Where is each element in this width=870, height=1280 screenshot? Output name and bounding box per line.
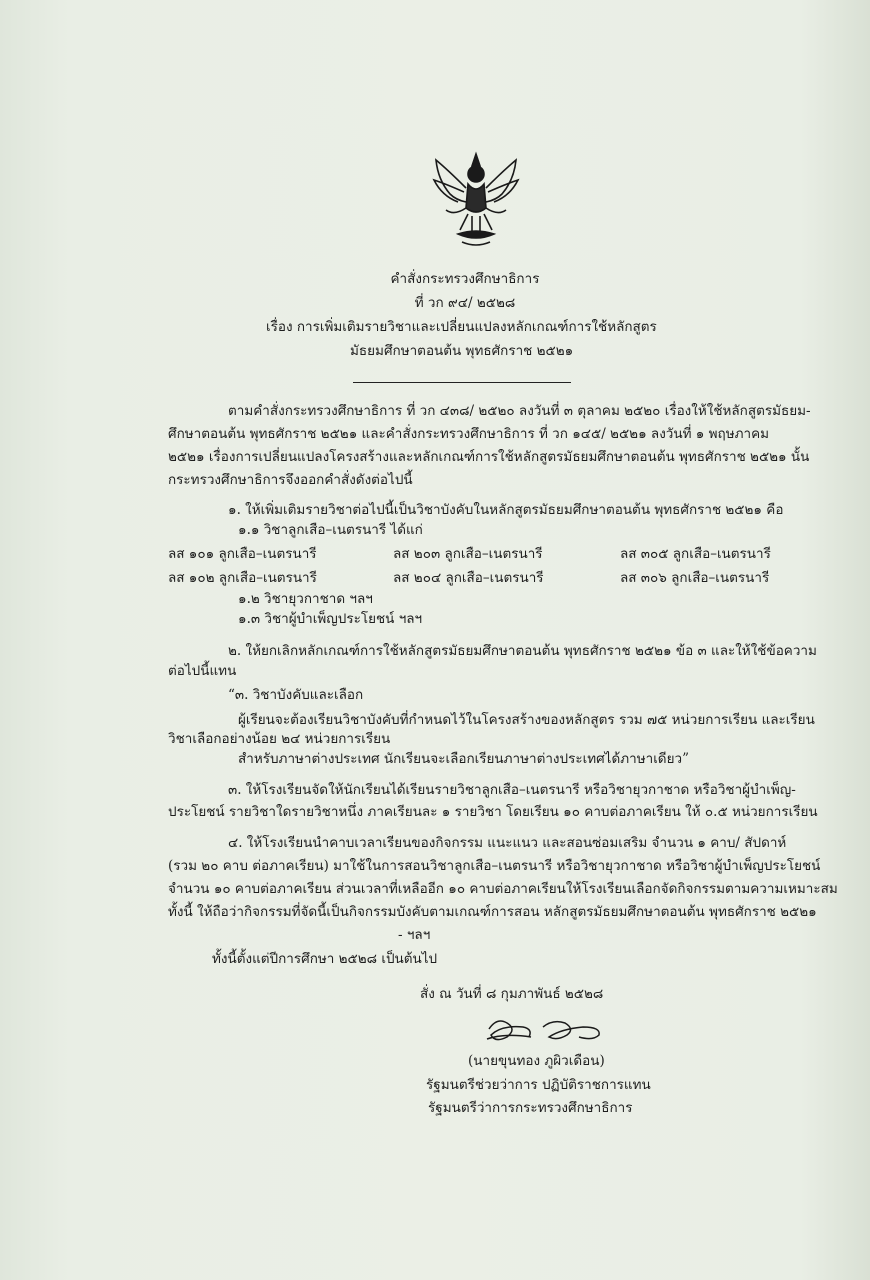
order-date: สั่ง ณ วันที่ ๘ กุมภาพันธ์ ๒๕๒๘ — [420, 986, 604, 1002]
subject-line-1: เรื่อง การเพิ่มเติมรายวิชาและเปลี่ยนแปลงหลักเกณฑ์การใช้หลักสูตร — [266, 319, 657, 335]
etc-mark: - ฯลฯ — [398, 927, 431, 943]
course-203: ลส ๒๐๓ ลูกเสือ–เนตรนารี — [393, 546, 543, 562]
quote-heading: “๓. วิชาบังคับและเลือก — [228, 687, 364, 703]
intro-line-4: กระทรวงศึกษาธิการจึงออกคำสั่งดังต่อไปนี้ — [168, 472, 413, 488]
item-4-line-2: (รวม ๒๐ คาบ ต่อภาคเรียน) มาใช้ในการสอนวิชาลูกเสือ–เนตรนารี หรือวิชายุวกาชาด หรือวิชาผู้บำเพ็ญประโยชน์ — [168, 858, 821, 874]
signer-position-1: รัฐมนตรีช่วยว่าการ ปฏิบัติราชการแทน — [426, 1077, 651, 1093]
signer-name: (นายขุนทอง ภูผิวเดือน) — [468, 1053, 605, 1069]
item-3-line-1: ๓. ให้โรงเรียนจัดให้นักเรียนได้เรียนรายวิชาลูกเสือ–เนตรนารี หรือวิชายุวกาชาด หรือวิชาผู้บำเพ็ญ- — [228, 782, 796, 798]
quote-line-2: วิชาเลือกอย่างน้อย ๒๔ หน่วยการเรียน — [168, 731, 391, 747]
intro-line-1: ตามคำสั่งกระทรวงศึกษาธิการ ที่ วก ๔๓๘/ ๒๕๒๐ ลงวันที่ ๓ ตุลาคม ๒๕๒๐ เรื่องให้ใช้หลักสูตรมัธยม- — [228, 403, 811, 419]
item-1-3: ๑.๓ วิชาผู้บำเพ็ญประโยชน์ ฯลฯ — [238, 611, 423, 627]
order-number: ที่ วก ๙๔/ ๒๕๒๘ — [414, 295, 516, 311]
item-4-line-1: ๔. ให้โรงเรียนนำคาบเวลาเรียนของกิจกรรม แนะแนว และสอนซ่อมเสริม จำนวน ๑ คาบ/ สัปดาห์ — [228, 835, 787, 851]
item-1-1: ๑.๑ วิชาลูกเสือ–เนตรนารี ได้แก่ — [238, 522, 423, 538]
course-101: ลส ๑๐๑ ลูกเสือ–เนตรนารี — [168, 546, 317, 562]
handwritten-signature — [483, 1015, 608, 1043]
item-4-line-3: จำนวน ๑๐ คาบต่อภาคเรียน ส่วนเวลาที่เหลืออีก ๑๐ คาบต่อภาคเรียนให้โรงเรียนเลือกจัดกิจกรรมตามความเหมาะสม — [168, 881, 838, 897]
garuda-emblem-icon — [428, 150, 524, 252]
item-2-line-1: ๒. ให้ยกเลิกหลักเกณฑ์การใช้หลักสูตรมัธยมศึกษาตอนต้น พุทธศักราช ๒๕๒๑ ข้อ ๓ และให้ใช้ข้อความ — [228, 643, 817, 659]
item-1-2: ๑.๒ วิชายุวกาชาด ฯลฯ — [238, 591, 373, 607]
item-4-line-4: ทั้งนี้ ให้ถือว่ากิจกรรมที่จัดนี้เป็นกิจกรรมบังคับตามเกณฑ์การสอน หลักสูตรมัธยมศึกษาตอนต้น พุทธศักราช ๒๕๒๑ — [168, 904, 817, 920]
title-divider — [353, 382, 571, 383]
signer-position-2: รัฐมนตรีว่าการกระทรวงศึกษาธิการ — [428, 1100, 633, 1116]
course-102: ลส ๑๐๒ ลูกเสือ–เนตรนารี — [168, 570, 317, 586]
intro-line-3: ๒๕๒๑ เรื่องการเปลี่ยนแปลงโครงสร้างและหลักเกณฑ์การใช้หลักสูตรมัธยมศึกษาตอนต้น พุทธศักราช ๒๕๒๑ นั้น — [168, 449, 810, 465]
effective-date: ทั้งนี้ตั้งแต่ปีการศึกษา ๒๕๒๘ เป็นต้นไป — [212, 951, 438, 967]
course-305: ลส ๓๐๕ ลูกเสือ–เนตรนารี — [620, 546, 771, 562]
course-204: ลส ๒๐๔ ลูกเสือ–เนตรนารี — [393, 570, 544, 586]
subject-line-2: มัธยมศึกษาตอนต้น พุทธศักราช ๒๕๒๑ — [350, 343, 574, 359]
quote-line-3: สำหรับภาษาต่างประเทศ นักเรียนจะเลือกเรียนภาษาต่างประเทศได้ภาษาเดียว” — [238, 751, 689, 767]
intro-line-2: ศึกษาตอนต้น พุทธศักราช ๒๕๒๑ และคำสั่งกระทรวงศึกษาธิการ ที่ วก ๑๔๕/ ๒๕๒๑ ลงวันที่ ๑ พฤษภาคม — [168, 426, 770, 442]
quote-line-1: ผู้เรียนจะต้องเรียนวิชาบังคับที่กำหนดไว้ในโครงสร้างของหลักสูตร รวม ๗๕ หน่วยการเรียน และเรียน — [238, 712, 815, 728]
order-title: คำสั่งกระทรวงศึกษาธิการ — [390, 271, 540, 287]
item-2-line-2: ต่อไปนี้แทน — [168, 663, 237, 679]
item-1: ๑. ให้เพิ่มเติมรายวิชาต่อไปนี้เป็นวิชาบังคับในหลักสูตรมัธยมศึกษาตอนต้น พุทธศักราช ๒๕๒๑ คือ — [228, 502, 784, 518]
course-306: ลส ๓๐๖ ลูกเสือ–เนตรนารี — [620, 570, 770, 586]
item-3-line-2: ประโยชน์ รายวิชาใดรายวิชาหนึ่ง ภาคเรียนละ ๑ รายวิชา โดยเรียน ๑๐ คาบต่อภาคเรียน ให้ ๐.๕ หน่วยการเรียน — [168, 804, 818, 820]
